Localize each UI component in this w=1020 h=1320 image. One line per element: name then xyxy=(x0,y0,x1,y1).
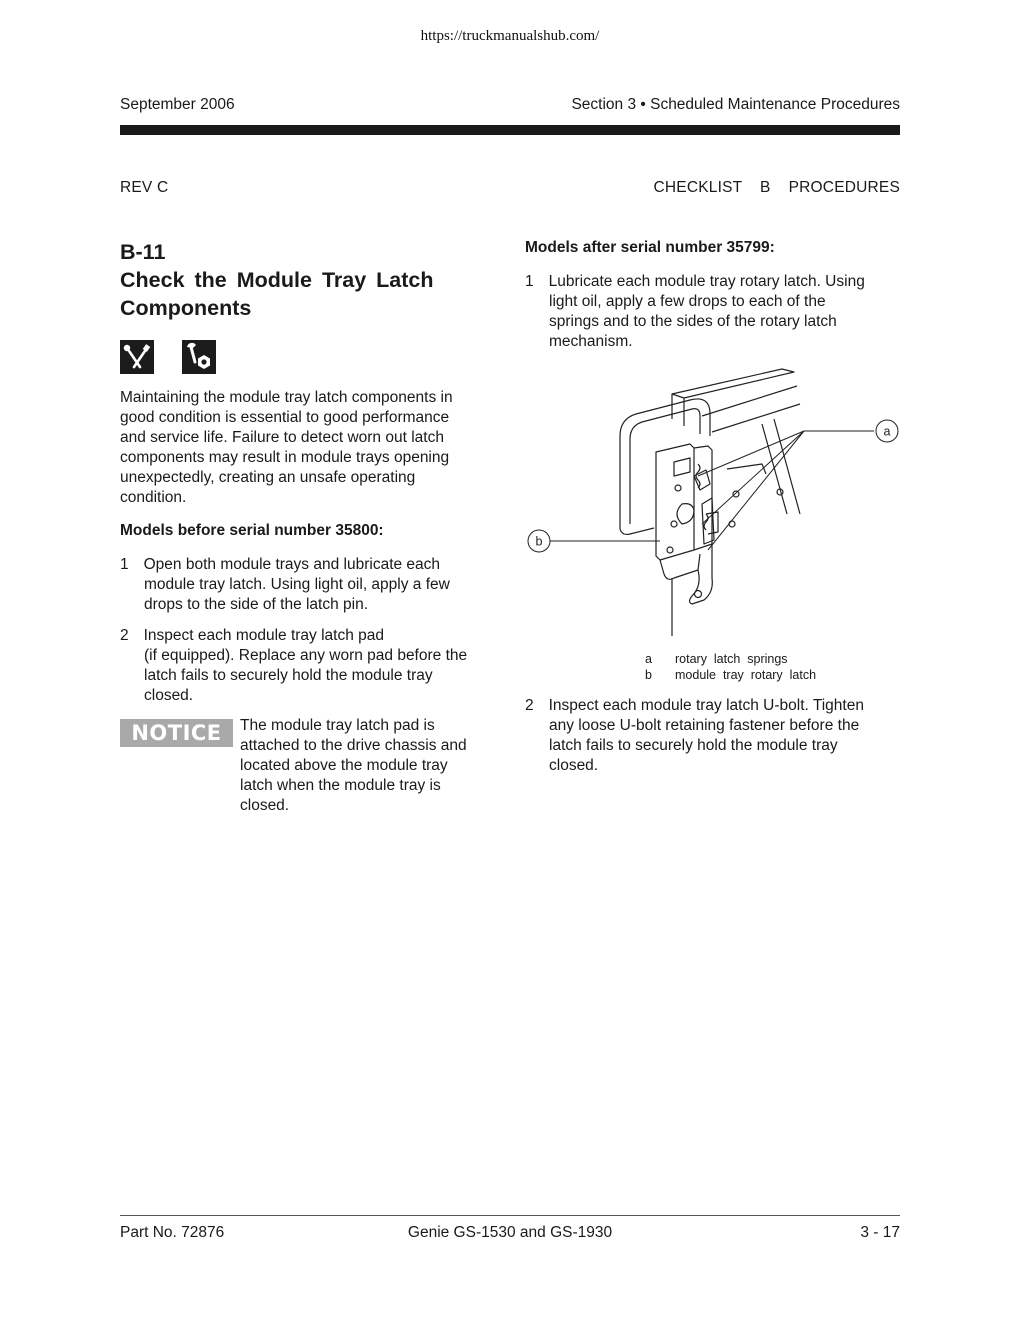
step-line: Lubricate each module tray rotary latch. Using xyxy=(548,273,865,290)
step-line: (if equipped). Replace any worn pad before the xyxy=(144,647,468,664)
right-step-2 xyxy=(525,696,864,776)
procedure-code: B-11 xyxy=(120,240,166,264)
intro-line: unexpectedly, creating an unsafe operating xyxy=(120,469,416,486)
header-date: September 2006 xyxy=(120,96,235,113)
notice-line: attached to the drive chassis and xyxy=(240,737,467,754)
step-line: module tray latch. Using light oil, apply a few xyxy=(144,576,450,593)
notice-text xyxy=(240,716,467,816)
illustration-legend xyxy=(645,651,816,683)
step-line: any loose U-bolt retaining fastener before the xyxy=(549,717,860,734)
intro-line: and service life. Failure to detect worn out latch xyxy=(120,429,444,446)
intro-line: good condition is essential to good performance xyxy=(120,409,450,426)
tools-icon xyxy=(120,340,154,374)
intro-line: Maintaining the module tray latch components in xyxy=(120,389,453,406)
footer-rule xyxy=(120,1215,900,1216)
rotary-latch-illustration xyxy=(522,364,902,644)
footer-part-number: Part No. 72876 xyxy=(120,1224,225,1241)
header-rule xyxy=(120,125,900,135)
header-section: Section 3 • Scheduled Maintenance Procedures xyxy=(571,96,900,113)
callout-a-label: a xyxy=(883,424,891,439)
source-url[interactable]: https://truckmanualshub.com/ xyxy=(420,28,600,44)
left-step-2 xyxy=(120,626,467,706)
procedure-title-line2: Components xyxy=(120,296,252,320)
legend-key: a xyxy=(645,652,652,666)
step-line: latch fails to securely hold the module tray xyxy=(144,667,433,684)
step-number: 2 xyxy=(120,627,129,644)
step-line: drops to the side of the latch pin. xyxy=(144,596,369,613)
legend-text: rotary latch springs xyxy=(675,652,788,666)
left-step-1 xyxy=(120,555,450,615)
notice-line: latch when the module tray is xyxy=(240,777,441,794)
step-line: mechanism. xyxy=(549,333,633,350)
notice-line: closed. xyxy=(240,797,290,814)
right-heading: Models after serial number 35799: xyxy=(525,239,775,256)
legend-item-b xyxy=(645,667,816,683)
legend-text: module tray rotary latch xyxy=(675,668,817,682)
revision-label: REV C xyxy=(120,179,169,196)
right-step-1 xyxy=(525,272,865,352)
intro-paragraph xyxy=(120,388,453,508)
legend-item-a xyxy=(645,651,816,667)
left-heading: Models before serial number 35800: xyxy=(120,522,384,539)
step-line: springs and to the sides of the rotary latch xyxy=(549,313,837,330)
step-line: light oil, apply a few drops to each of the xyxy=(549,293,826,310)
procedure-title-line1: Check the Module Tray Latch xyxy=(120,268,434,292)
callout-b-label: b xyxy=(535,534,543,549)
step-number: 1 xyxy=(525,273,534,290)
latch-drawing xyxy=(522,364,902,644)
step-line: Inspect each module tray latch U-bolt. Tighten xyxy=(548,697,864,714)
procedure-title xyxy=(120,238,490,322)
step-number: 1 xyxy=(120,556,129,573)
checklist-label: CHECKLIST B PROCEDURES xyxy=(653,179,900,196)
wrench-nut-icon xyxy=(182,340,216,374)
step-line: closed. xyxy=(144,687,194,704)
legend-key: b xyxy=(645,668,652,682)
notice-line: located above the module tray xyxy=(240,757,448,774)
notice-line: The module tray latch pad is xyxy=(240,717,435,734)
intro-line: components may result in module trays opening xyxy=(120,449,450,466)
step-line: latch fails to securely hold the module tray xyxy=(549,737,838,754)
notice-badge: NOTICE xyxy=(120,719,233,747)
step-number: 2 xyxy=(525,697,534,714)
step-line: closed. xyxy=(549,757,599,774)
footer-model: Genie GS-1530 and GS-1930 xyxy=(407,1224,613,1241)
intro-line: condition. xyxy=(120,489,187,506)
footer-page-number: 3 - 17 xyxy=(860,1224,900,1241)
step-line: Inspect each module tray latch pad xyxy=(143,627,385,644)
step-line: Open both module trays and lubricate each xyxy=(143,556,441,573)
